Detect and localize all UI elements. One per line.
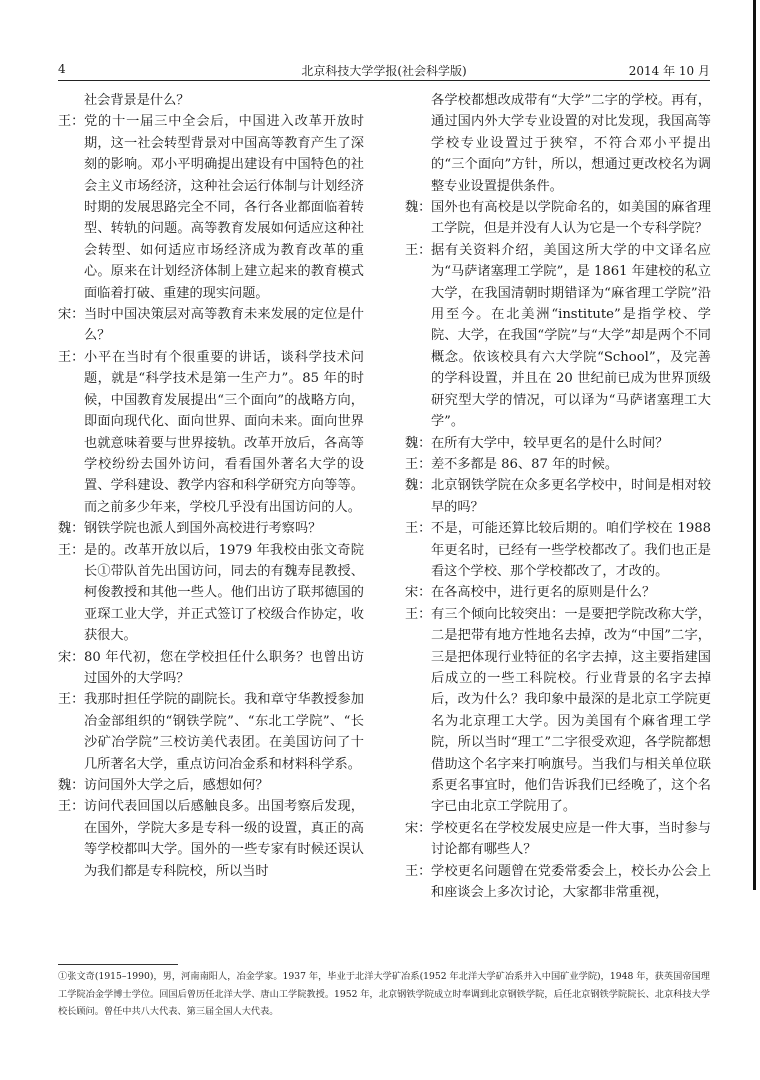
dialogue-paragraph [405, 454, 711, 475]
paragraph-text: 在所有大学中，较早更名的是什么时间？ [431, 435, 669, 451]
paragraph-text: 我那时担任学院的副院长。我和章守华教授参加冶金部组织的“钢铁学院”、“东北工学院”、“长沙矿冶学院”三校访美代表团。在美国访问了十几所著名大学，重点访问冶金系和材料科学系。 [84, 692, 364, 772]
dialogue-paragraph [58, 111, 364, 304]
paragraph-text: 据有关资料介绍，美国这所大学的中文译名应为“马萨诸塞理工学院”，是 1861 年建校的私立大学，在我国清朝时期错译为“麻省理工学院”沿用至今。在北美洲“institute”是指学校、学院、大学，在我国“学院”与“大学”却是两个不同概念。依该校具有六大学院“School”，及完善的学科设置，并且在 20 世纪前已成为世界顶级研究型大学的情况，可以译为“马萨诸塞理工大学”。 [431, 242, 711, 430]
speaker-label: 宋： [405, 820, 432, 836]
speaker-label: 魏： [58, 778, 85, 793]
dialogue-paragraph [405, 582, 711, 603]
paragraph-text: 学校更名在学校发展史应是一件大事，当时参与讨论都有哪些人？ [431, 820, 711, 858]
paragraph-text: 小平在当时有个很重要的讲话，谈科学技术问题，就是“科学技术是第一生产力”。85 年的时候，中国教育发展提出“三个面向”的战略方向，即面向现代化、面向世界、面向未来。面向世界也就意味着要与世界接轨。改革开放后，各高等学校纷纷去国外访问，看看国外著名大学的设置、学科建设、教学内容和科学研究方向等等。而之前多少年来，学校几乎没有出国访问的人。 [84, 349, 364, 515]
speaker-label: 魏： [58, 521, 85, 537]
page-edge-rule [753, 0, 756, 890]
speaker-label: 王： [58, 114, 85, 130]
dialogue-paragraph [405, 240, 711, 433]
issue-date: 2014 年 10 月 [628, 64, 710, 78]
dialogue-paragraph [58, 689, 364, 775]
paragraph-text: 访问国外大学之后，感想如何？ [84, 778, 269, 793]
paragraph-text: 访问代表回国以后感触良多。出国考察后发现，在国外，学院大多是专科一级的设置，真正的高等学校都叫大学。国外的一些专家有时候还误认为我们都是专科院校，所以当时 [84, 799, 364, 879]
dialogue-paragraph [58, 304, 364, 347]
page-number: 4 [58, 62, 66, 76]
speaker-label: 魏： [405, 435, 432, 451]
speaker-label: 王： [405, 606, 432, 622]
speaker-label: 王： [405, 456, 432, 472]
dialogue-paragraph [58, 647, 364, 690]
paragraph-text: 各学校都想改成带有“大学”二字的学校。再有，通过国内外大学专业设置的对比发现，我国高等学校专业设置过于狭窄，不符合邓小平提出的“三个面向”方针，所以，想通过更改校名为调整专业设置提供条件。 [431, 93, 711, 194]
speaker-label: 王： [58, 349, 85, 365]
paragraph-text: 差不多都是 86、87 年的时候。 [431, 456, 619, 472]
dialogue-paragraph [58, 518, 364, 539]
speaker-label: 王： [405, 521, 432, 537]
speaker-label: 王： [405, 863, 432, 879]
paragraph-text: 学校更名问题曾在党委常委会上，校长办公会上和座谈会上多次讨论，大家都非常重视， [431, 863, 711, 901]
dialogue-paragraph [405, 433, 711, 454]
paragraph-text: 不是，可能还算比较后期的。咱们学校在 1988 年更名时，已经有一些学校都改了。我们也正是看这个学校、那个学校都改了，才改的。 [431, 521, 711, 579]
footnote-rule [58, 964, 178, 965]
speaker-label: 魏： [405, 478, 432, 494]
paragraph-text: 有三个倾向比较突出：一是要把学院改称大学，二是把带有地方性地名去掉，改为“中国”二字，三是把体现行业特征的名字去掉，这主要指建国后成立的一些工科院校。行业背景的名字去掉后，改为什么？我印象中最深的是北京工学院更名为北京理工大学。因为美国有个麻省理工学院，所以当时“理工”二字很受欢迎，各学院都想借助这个名字来打响旗号。当我们与相关单位联系更名事宜时，他们告诉我们已经晚了，这个名字已由北京工学院用了。 [431, 606, 711, 815]
paragraph-text: 是的。改革开放以后，1979 年我校由张文奇院长①带队首先出国访问，同去的有魏寿昆教授、柯俊教授和其他一些人。他们出访了联邦德国的亚琛工业大学，并正式签订了校级合作协定，收获很大。 [84, 542, 364, 644]
dialogue-paragraph [58, 540, 364, 647]
paragraph-text: 在各高校中，进行更名的原则是什么？ [431, 585, 656, 601]
header-rule [58, 80, 710, 81]
dialogue-paragraph [58, 775, 364, 796]
dialogue-paragraph [405, 604, 711, 818]
speaker-label: 王： [58, 542, 85, 558]
paragraph-text: 国外也有高校是以学院命名的，如美国的麻省理工学院，但是并没有人认为它是一个专科学院？ [431, 200, 711, 237]
dialogue-paragraph [405, 518, 711, 582]
dialogue-paragraph [58, 90, 364, 111]
dialogue-paragraph [405, 861, 711, 904]
paragraph-text: 北京钢铁学院在众多更名学校中，时间是相对较早的吗？ [431, 478, 711, 515]
paragraph-text: 当时中国决策层对高等教育未来发展的定位是什么？ [84, 307, 364, 344]
speaker-label: 王： [405, 242, 432, 258]
dialogue-paragraph [58, 796, 364, 882]
right-column [405, 90, 711, 903]
footnote: ①张文奇(1915–1990)，男，河南南阳人，冶金学家。1937 年，毕业于北洋大学矿冶系(1952 年北洋大学矿冶系并入中国矿业学院)，1948 年，获英国帝国理工学院冶金学博士学位。回国后曾历任北洋大学、唐山工学院教授。1952 年，北京钢铁学院成立时奉调到北京钢铁学院，后任北京钢铁学院院长、北京科技大学校长顾问。曾任中共八大代表、第三届全国人大代表。 [58, 971, 710, 1017]
paragraph-text: 社会背景是什么？ [84, 93, 190, 108]
paragraph-text: 80 年代初，您在学校担任什么职务？也曾出访过国外的大学吗？ [84, 649, 364, 686]
left-column [58, 90, 364, 882]
journal-title: 北京科技大学学报(社会科学版) [301, 64, 467, 78]
speaker-label: 宋： [58, 649, 85, 665]
dialogue-paragraph [405, 475, 711, 518]
dialogue-paragraph [58, 347, 364, 518]
paragraph-text: 钢铁学院也派人到国外高校进行考察吗？ [84, 521, 322, 537]
paragraph-text: 党的十一届三中全会后，中国进入改革开放时期，这一社会转型背景对中国高等教育产生了深刻的影响。邓小平明确提出建设有中国特色的社会主义市场经济，这种社会运行体制与计划经济时期的发展思路完全不同，各行各业都面临着转型、转轨的问题。高等教育发展如何适应这种社会转型、如何适应市场经济成为教育改革的重心。原来在计划经济体制上建立起来的教育模式面临着打破、重建的现实问题。 [84, 114, 364, 301]
speaker-label: 王： [58, 692, 85, 708]
dialogue-paragraph [405, 90, 711, 197]
speaker-label: 宋： [58, 307, 85, 323]
page-header [58, 62, 710, 80]
dialogue-paragraph [405, 197, 711, 240]
speaker-label: 王： [58, 799, 85, 815]
speaker-label: 魏： [405, 200, 432, 216]
dialogue-paragraph [405, 818, 711, 861]
speaker-label: 宋： [405, 585, 432, 601]
